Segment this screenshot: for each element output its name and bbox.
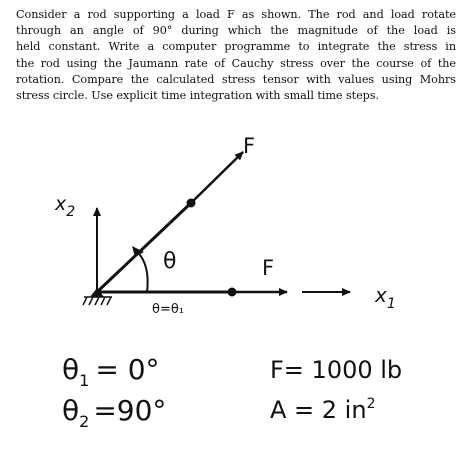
rod-rotated — [97, 203, 191, 292]
problem-line: held constant. Write a computer programme to integrate the stress in — [16, 40, 456, 54]
problem-line: rotation. Compare the calculated stress tensor with values using Mohrs — [16, 72, 456, 86]
angle-initial-label: θ=θ₁ — [152, 302, 185, 317]
x1-axis-label: $x_1$ — [375, 283, 396, 312]
angle-label: θ — [163, 249, 177, 274]
ground-support — [83, 297, 112, 305]
problem-line: Consider a rod supporting a load F as shown. The rod and load rotate — [16, 8, 456, 21]
area-value: A = 2 $in^2$ — [270, 396, 376, 424]
problem-line: through an angle of 90° during which the magnitude of the load is — [16, 24, 456, 38]
force-label-initial: F — [262, 256, 275, 280]
force-value: F= 1000 lb — [270, 356, 403, 384]
force-label-rotated: F — [243, 134, 256, 158]
x2-axis-label: $x_2$ — [55, 193, 76, 220]
theta1-value: $\theta_1 = 0^\circ$ — [62, 353, 160, 390]
problem-line: the rod using the Jaumann rate of Cauchy stress over the course of the — [16, 56, 456, 70]
problem-line: stress circle. Use explicit time integration with small time steps. — [16, 89, 379, 103]
theta2-value: $\theta_2 =90^\circ$ — [62, 394, 167, 431]
force-arrow-rotated — [191, 152, 243, 203]
